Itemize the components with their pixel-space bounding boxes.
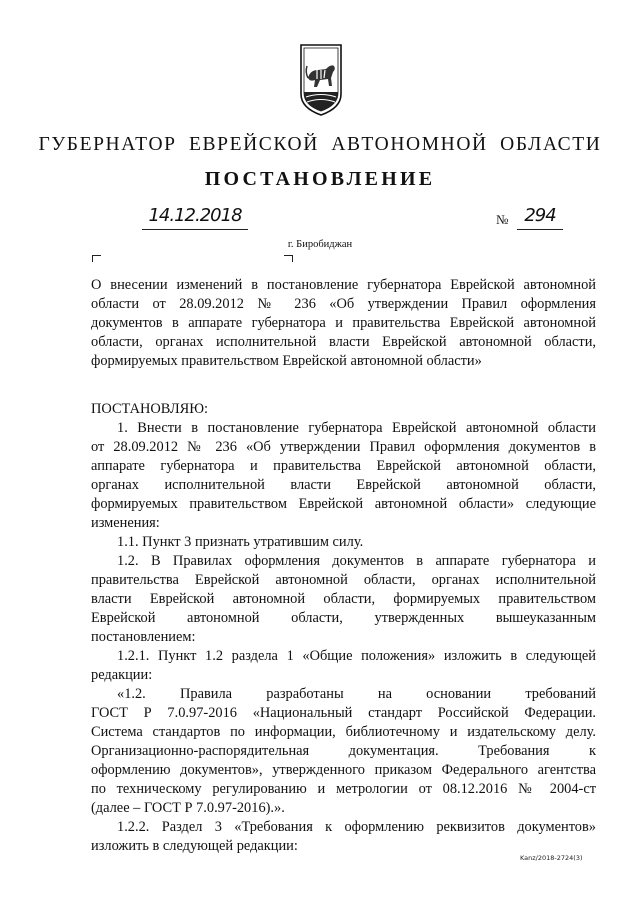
paragraph-1-2-2-line: изложить в следующей редакции: (91, 838, 298, 854)
quote-line: ГОСТ Р 7.0.97-2016 «Национальный стандарт Российской Федерации. (91, 705, 596, 721)
quote-line: Организационно-распорядительная документация. Требования к (91, 743, 596, 759)
paragraph-1-line: аппарате губернатора и правительства Еврейской автономной области, (91, 458, 596, 474)
quote-line: оформлению документов», утвержденного приказом Федерального агентства (91, 762, 596, 778)
document-number: 294 (517, 205, 563, 230)
subject-line: документов в аппарате губернатора и правительства Еврейской автономной (91, 315, 596, 331)
subject-line: формируемых правительством Еврейской автономной области» (91, 353, 482, 369)
document-type-title: ПОСТАНОВЛЕНИЕ (204, 168, 436, 190)
right-corner-bracket (284, 255, 293, 262)
paragraph-1-line: 1. Внести в постановление губернатора Еврейской автономной области (117, 420, 596, 436)
paragraph-1-2-1-line: 1.2.1. Пункт 1.2 раздела 1 «Общие положения» изложить в следующей (117, 648, 596, 664)
subject-line: О внесении изменений в постановление губернатора Еврейской автономной (91, 277, 596, 293)
number-sign: № (496, 212, 509, 227)
paragraph-1-line: формируемых правительством Еврейской автономной области» следующие (91, 496, 596, 512)
subject-line: области от 28.09.2012 № 236 «Об утверждении Правил оформления (91, 296, 596, 312)
quote-line: (далее – ГОСТ Р 7.0.97-2016).». (91, 800, 285, 816)
city-name: г. Биробиджан (287, 239, 353, 250)
paragraph-1-1: 1.1. Пункт 3 признать утратившим силу. (117, 534, 364, 550)
paragraph-1-2-line: власти Еврейской автономной области, формируемых правительством (91, 591, 596, 607)
paragraph-1-2-line: правительства Еврейской автономной области, органах исполнительной (91, 572, 596, 588)
document-date: 14.12.2018 (142, 205, 248, 230)
quote-line: по техническому регулированию и метрологии от 08.12.2016 № 2004-ст (91, 781, 596, 797)
paragraph-1-2-1-line: редакции: (91, 667, 153, 683)
paragraph-1-2-line: постановлением: (91, 629, 196, 645)
coat-of-arms-icon (298, 42, 344, 118)
footer-code: Kanz/2018-2724(3) (520, 854, 583, 862)
subject-line: области, органах исполнительной власти Еврейской автономной области, (91, 334, 596, 350)
paragraph-1-2-line: 1.2. В Правилах оформления документов в аппарате губернатора и (117, 553, 596, 569)
organization-title: ГУБЕРНАТОР ЕВРЕЙСКОЙ АВТОНОМНОЙ ОБЛАСТИ (38, 134, 602, 155)
paragraph-1-2-2-line: 1.2.2. Раздел 3 «Требования к оформлению реквизитов документов» (117, 819, 596, 835)
quote-line: «1.2. Правила разработаны на основании требований (117, 686, 596, 702)
paragraph-1-2-line: Еврейской автономной области, утвержденных вышеуказанным (91, 610, 596, 626)
paragraph-1-line: изменения: (91, 515, 160, 531)
quote-line: Система стандартов по информации, библиотечному и издательскому делу. (91, 724, 596, 740)
paragraph-1-line: органах исполнительной власти Еврейской автономной области, (91, 477, 596, 493)
resolve-heading: ПОСТАНОВЛЯЮ: (91, 401, 209, 417)
left-corner-bracket (92, 255, 101, 262)
paragraph-1-line: от 28.09.2012 № 236 «Об утверждении Правил оформления документов в (91, 439, 596, 455)
